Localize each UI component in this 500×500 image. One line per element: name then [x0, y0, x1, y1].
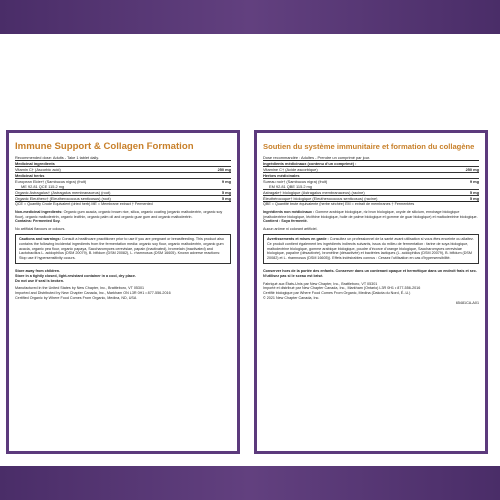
ingredient-row: European Elder† (Sambucus nigra) (fruit) 9 mg	[15, 179, 231, 184]
ingredient-subline: EM 92.81 QBE 115.2 mg	[269, 184, 312, 189]
bottom-packaging-band	[0, 466, 500, 500]
ingredient-row: Organic Eleuthero† (Eleutherococcus senticosus) (root) 5 mg	[15, 196, 231, 201]
english-label-panel	[6, 130, 240, 454]
french-label-panel	[254, 130, 488, 454]
ingredient-row: Astragale† biologique (Astragalus membranaceus) (racine) 5 mg	[263, 190, 479, 195]
ingredient-row: Vitamine C† (Acide ascorbique) 250 mg	[263, 167, 479, 172]
contains-text: Contient : Soya fermenté.	[263, 219, 308, 224]
medicinal-header: Ingrédients médicinaux (contenu d'un comprimé) :	[263, 161, 357, 166]
manufacturer-text: Manufactured in the United States by New Chapter, Inc., Brattleboro, VT 05301	[15, 286, 145, 291]
dose-text: Recommended dose: Adults - Take 1 tablet daily.	[15, 155, 99, 160]
ingredient-row: Éleuthérocoque† biologique (Eleutherococcus senticosus) (racine) 5 mg	[263, 196, 479, 201]
top-packaging-band	[0, 0, 500, 34]
dose-text: Dose recommandée : Adultes - Prendre un comprimé par jour.	[263, 155, 371, 160]
medicinal-herbs-header: Herbes médicinales	[263, 173, 300, 178]
storage-text: Do not use if seal is broken.	[15, 278, 64, 283]
certification-text: Certified Organic by Where Food Comes From Organic, Medina, ND, USA	[15, 295, 137, 300]
cautions-box: Cautions and warnings: Consult a healthcare practitioner prior to use if you are pregnant or breastfeeding. This product also contains the following incidental ingredients from the fermentation media: organic soy flour, organic maltodextrin, organic gum acacia, organic pea flour, organic papaya, Saccharomyces cerevisiae, papain (inactivated), bromelain (inactivated) and Lactobacillus L. acidophilus (DSM 20079), B. bifidum (DSM 20082), L. rhamnosus (DSM 16605). Known adverse reactions: Stop use if hypersensitivity occurs.	[15, 234, 231, 264]
manufacturer-text: Fabriqué aux États-Unis par New Chapter, Inc., Brattleboro, VT 05301	[263, 281, 378, 286]
distributor-text: Importé et distribué par New Chapter Canada, Inc., Markham (Ontario) L3R 0H1 • 877-556-2016	[263, 286, 421, 291]
no-artificial-text: No artificial flavours or colours.	[15, 227, 66, 232]
storage-text: Conserver hors de la portée des enfants. Conserver dans un contenant opaque et hermétique dans un endroit frais et sec.	[263, 268, 477, 273]
ingredient-row: Sureau noir† (Sambucus nigra) (fruit) 9 mg	[263, 179, 479, 184]
storage-text: Store away from children.	[15, 268, 61, 273]
non-medicinal-text: Ingrédients non médicinaux : Gomme arabique biologique, riz brun biologique, oxyde de silicium, enrobage biologique (maltodextrine biologique, lécithine biologique, huile de palme biologique et gomme de guar biologique) et maltodextrine biologique.	[263, 209, 478, 219]
distributor-text: Imported and Distributed by New Chapter Canada, Inc., Markham ON L3R 0H1 • 877-556-2016	[15, 291, 171, 296]
medicinal-header: Medicinal ingredients	[15, 161, 55, 166]
legend-text: QCE = Quantity Crude Equivalent (dried herb) ME = Membrane extract † Fermented	[15, 202, 153, 206]
storage-text: Store in a tightly closed, light-resistant container in a cool, dry place.	[15, 273, 136, 278]
panel-title: Immune Support & Collagen Formation	[15, 141, 194, 152]
legend-text: QBE = Quantité brute équivalente (herbe séchée) EM = extrait de membranes † Fermentées	[263, 202, 415, 206]
panel-title: Soutien du système immunitaire et formation du collagène	[263, 142, 475, 151]
cautions-box: Avertissements et mises en garde : Consultez un professionnel de la santé avant utilisation si vous êtes enceinte ou allaitez. Ce produit contient également les ingrédients indirects suivants, issus du milieu de fermentation : farine de soya biologique, maltodextrine biologique, gomme arabique biologique, poudre d'écorce d'orange biologique, Saccharomyces cerevisiae biologique, papaïne (désactivée), broméline (désactivée) et bactéries lactiques (L. acidophilus (DSM 20079), B. bifidum (DSM 20082) et L. rhamnosus (DSM 16605)). Effets indésirables connus : Cessez l'utilisation en cas d'hypersensibilité.	[263, 234, 479, 264]
no-artificial-text: Aucun arôme ni colorant artificiel.	[263, 227, 318, 232]
copyright-text: © 2021 New Chapter Canada, Inc.	[263, 295, 320, 300]
storage-text: N'utilisez pas si le sceau est brisé.	[263, 273, 324, 278]
ingredient-row: Organic Astragalus† (Astragalus membranaceus) (root) 5 mg	[15, 190, 231, 195]
medicinal-herbs-header: Medicinal herbs	[15, 173, 45, 178]
product-code: 65481CA-A01	[455, 300, 479, 305]
ingredient-row: Vitamin C† (Ascorbic acid) 250 mg	[15, 167, 231, 172]
contains-text: Contains: Fermented Soy.	[15, 219, 61, 224]
certification-text: Certifié biologique par Where Food Comes From Organic, Medina (Dakota du Nord, É.-U.)	[263, 291, 411, 296]
ingredient-subline: ME 92.81 QCE 115.2 mg	[21, 184, 65, 189]
non-medicinal-text: Non-medicinal ingredients: Organic gum acacia, organic brown rice, silica, organic coating (organic maltodextrin, organic soy flour), organic maltodextrin, organic lecithin, organic palm oil and organic guar gum and organic maltodextrin.	[15, 209, 223, 219]
